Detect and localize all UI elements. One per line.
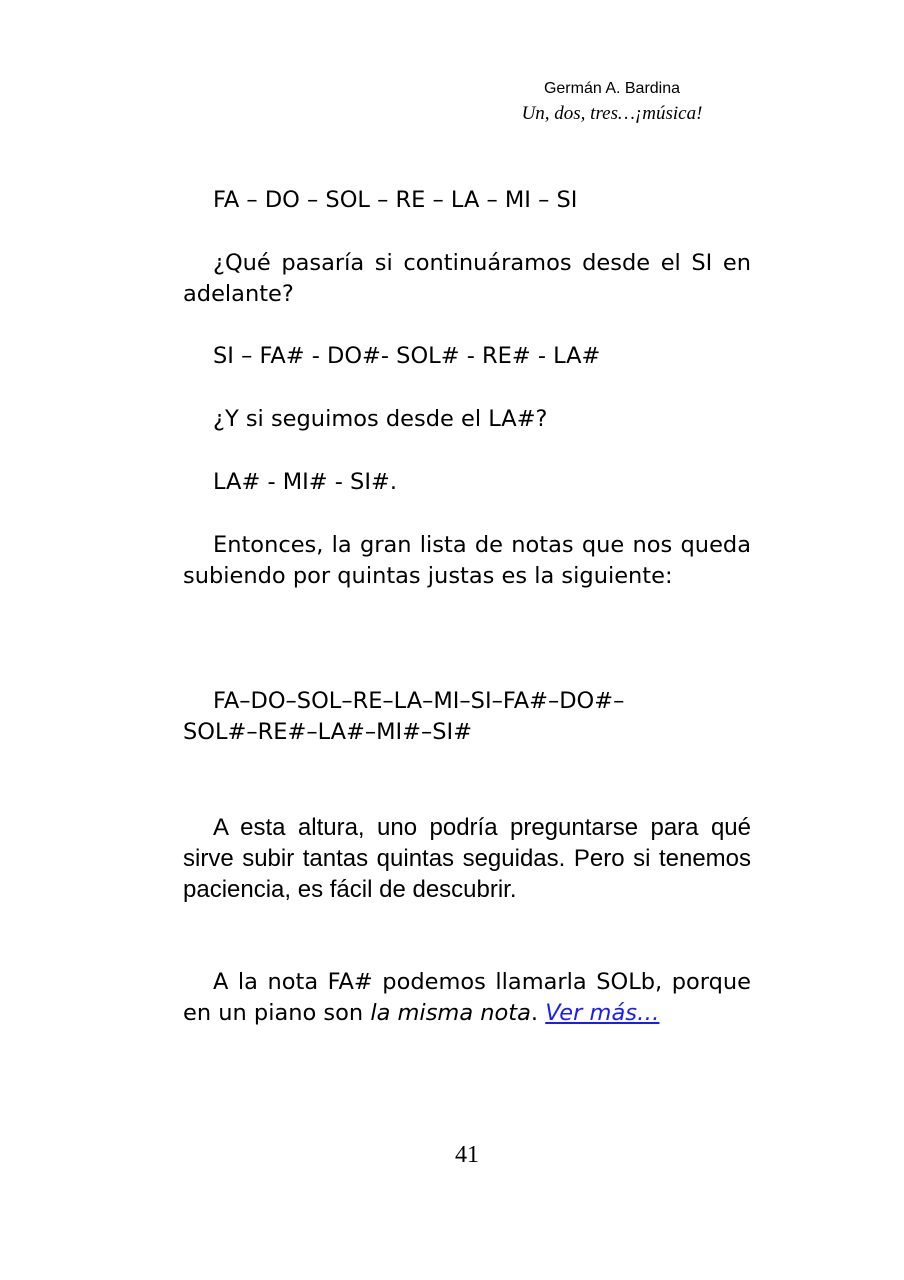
paragraph-question: ¿Qué pasaría si continuáramos desde el SI en adelante? [183,250,751,307]
full-list-line-1: FA–DO–SOL–RE–LA–MI–SI–FA#–DO#– [213,688,625,714]
page-number: 41 [455,1142,479,1168]
paragraph-enharmonic [183,967,751,1029]
paragraph-sharps-sequence: SI – FA# - DO#- SOL# - RE# - LA# [213,343,601,369]
enharmonic-emphasis: la misma nota [370,1000,531,1026]
header-author: Germán A. Bardina [543,80,681,97]
paragraph-explanation: A esta altura, uno podría preguntarse para qué sirve subir tantas quintas seguidas. Pero si tenemos paciencia, es fácil de descubrir. [183,814,751,903]
paragraph-full-list [183,686,751,748]
paragraph-summary: Entonces, la gran lista de notas que nos queda subiendo por quintas justas es la siguiente: [183,532,751,589]
paragraph-sharps-sequence-2: LA# - MI# - SI#. [213,469,397,495]
paragraph-notes-sequence: FA – DO – SOL – RE – LA – MI – SI [213,187,578,213]
header-book-title: Un, dos, tres…¡música! [521,103,703,124]
see-more-link[interactable]: Ver más… [545,1000,660,1026]
full-list-line-2: SOL#–RE#–LA#–MI#–SI# [183,719,473,745]
enharmonic-after: . [530,1000,546,1026]
paragraph-question-2: ¿Y si seguimos desde el LA#? [213,406,548,432]
enharmonic-text: A la nota FA# podemos llamarla SOLb, porque en un piano son [183,969,751,1026]
